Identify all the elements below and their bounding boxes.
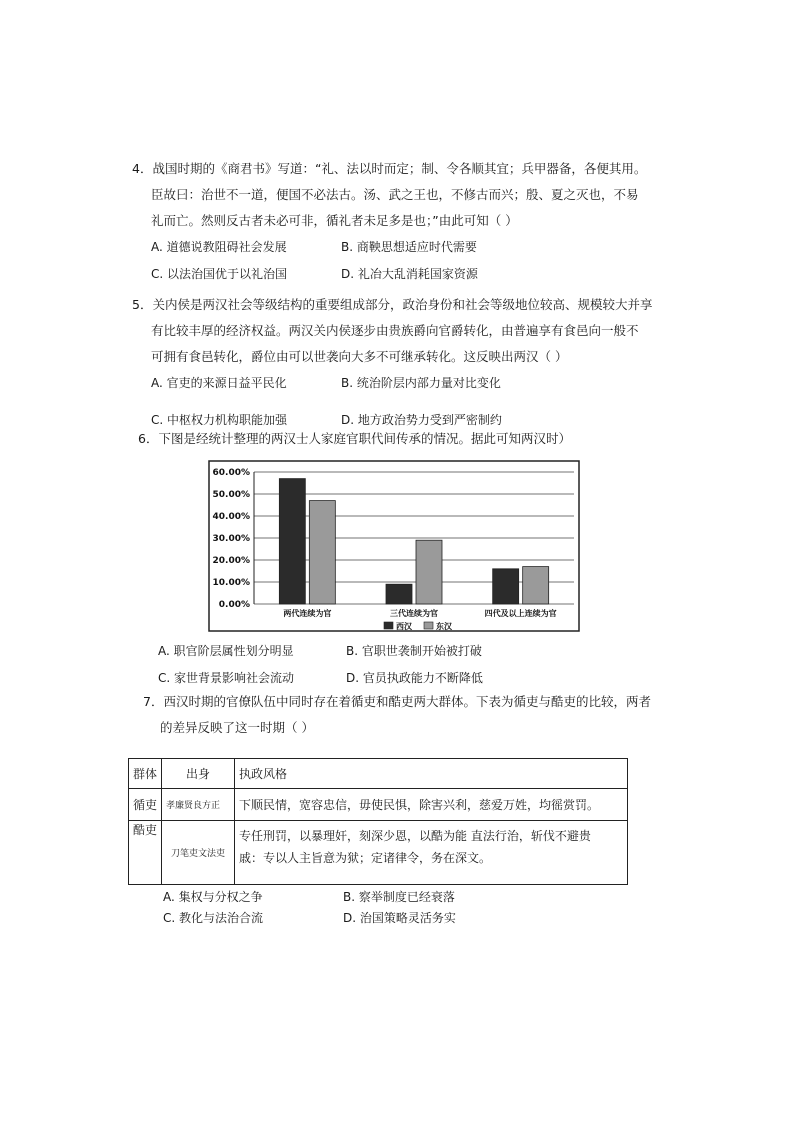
row2-style	[235, 821, 628, 885]
y-tick-label: 40.00%	[212, 512, 250, 522]
q4-text-1: 战国时期的《商君书》写道：“礼、法以时而定；制、令各顺其宜；兵甲器备，各便其用。	[152, 161, 647, 176]
row1-group: 循吏	[129, 789, 162, 821]
header-style: 执政风格	[235, 759, 628, 789]
question-4	[132, 156, 646, 182]
bar-0-2	[493, 569, 519, 604]
table-row	[129, 821, 628, 885]
q4-line-1	[132, 156, 646, 182]
legend-swatch	[424, 622, 433, 629]
table-header-row	[129, 759, 628, 789]
y-tick-label: 10.00%	[212, 578, 250, 588]
row2-style-line-1: 专任刑罚，以暴理奸，刻深少恩，以酷为能 直法行治，斩伐不避贵	[239, 829, 591, 843]
question-6	[138, 426, 571, 452]
q5-option-d[interactable]: D. 地方政治势力受到严密制约	[341, 413, 502, 427]
q5-option-a[interactable]: A. 官吏的来源日益平民化	[151, 376, 287, 390]
x-tick-label: 三代连续为官	[390, 609, 438, 618]
y-tick-label: 30.00%	[212, 534, 250, 544]
q7-number: 7．	[143, 694, 164, 709]
header-origin: 出身	[162, 759, 235, 789]
q4-option-b[interactable]: B. 商鞅思想适应时代需要	[341, 240, 477, 254]
chart-frame	[209, 461, 579, 631]
bar-0-0	[279, 479, 305, 604]
q7-option-c[interactable]: C. 教化与法治合流	[163, 911, 264, 925]
q4-text-3: 礼而亡。然则反古者未必可非，循礼者未足多是也；”由此可知（ ）	[151, 213, 518, 228]
q7-option-b[interactable]: B. 察举制度已经衰落	[343, 890, 455, 904]
q7-option-a[interactable]: A. 集权与分权之争	[163, 890, 263, 904]
bar-0-1	[386, 584, 412, 604]
bar-1-2	[523, 567, 549, 604]
question-7	[143, 689, 651, 715]
row1-origin: 孝廉贤良方正	[162, 789, 235, 821]
officials-succession-chart	[208, 460, 580, 632]
q5-text-1: 关内侯是两汉社会等级结构的重要组成部分，政治身份和社会等级地位较高、规模较大并享	[152, 297, 653, 312]
legend-label: 东汉	[436, 622, 452, 631]
table-row	[129, 789, 628, 821]
row2-origin: 刀笔吏文法吏	[162, 821, 235, 885]
x-tick-label: 两代连续为官	[283, 609, 332, 618]
q6-option-c[interactable]: C. 家世背景影响社会流动	[158, 671, 295, 685]
row2-group: 酷吏	[129, 821, 162, 885]
y-tick-label: 20.00%	[212, 556, 250, 566]
q4-number: 4．	[132, 161, 153, 176]
q7-text-2: 的差异反映了这一时期（ ）	[160, 720, 314, 735]
q5-number: 5．	[132, 297, 153, 312]
x-tick-label: 四代及以上连续为官	[484, 609, 557, 618]
y-tick-label: 60.00%	[212, 468, 250, 478]
q4-option-d[interactable]: D. 礼冶大乱消耗国家资源	[341, 267, 478, 281]
chart-x-labels	[283, 608, 556, 618]
q6-number: 6．	[138, 431, 159, 446]
q7-option-d[interactable]: D. 治国策略灵活务实	[343, 911, 456, 925]
y-tick-label: 0.00%	[218, 600, 250, 610]
q4-continued	[151, 182, 639, 234]
header-group: 群体	[129, 759, 162, 789]
q7-continued	[160, 715, 314, 741]
q4-option-a[interactable]: A. 道德说教阻碍社会发展	[151, 240, 287, 254]
q5-option-b[interactable]: B. 统治阶层内部力量对比变化	[341, 376, 501, 390]
q6-option-a[interactable]: A. 职官阶层属性划分明显	[158, 644, 294, 658]
question-5	[132, 292, 652, 318]
row1-style: 下顺民情，宽容忠信，毋使民惧，除害兴利，慈爱万姓，均徭赏罚。	[235, 789, 628, 821]
q5-text-3: 可拥有食邑转化，爵位由可以世袭向大多不可继承转化。这反映出两汉（ ）	[151, 349, 568, 364]
y-tick-label: 50.00%	[212, 490, 250, 500]
legend-label: 西汉	[396, 622, 412, 631]
bar-1-1	[416, 540, 442, 604]
q4-option-c[interactable]: C. 以法治国优于以礼治国	[151, 267, 288, 281]
q4-text-2: 臣故曰：治世不一道，便国不必法古。汤、武之王也，不修古而兴；殷、夏之灭也，不易	[151, 187, 639, 202]
row2-style-line-2: 戚：专以人主旨意为狱；定诸律令，务在深文。	[239, 851, 492, 865]
q6-text-1: 下图是经统计整理的两汉士人家庭官职代间传承的情况。据此可知两汉时）	[158, 431, 571, 446]
q5-text-2: 有比较丰厚的经济权益。两汉关内侯逐步由贵族爵向官爵转化，由普遍享有食邑向一般不	[151, 323, 639, 338]
q7-text-1: 西汉时期的官僚队伍中同时存在着循吏和酷吏两大群体。下表为循吏与酷吏的比较，两者	[163, 694, 651, 709]
official-comparison-table	[128, 758, 628, 885]
q6-option-b[interactable]: B. 官职世袭制开始被打破	[346, 644, 482, 658]
q6-option-d[interactable]: D. 官员执政能力不断降低	[346, 671, 483, 685]
q5-option-c[interactable]: C. 中枢权力机构职能加强	[151, 413, 288, 427]
q5-continued	[151, 318, 639, 370]
legend-swatch	[384, 622, 393, 629]
bar-1-0	[309, 501, 335, 604]
